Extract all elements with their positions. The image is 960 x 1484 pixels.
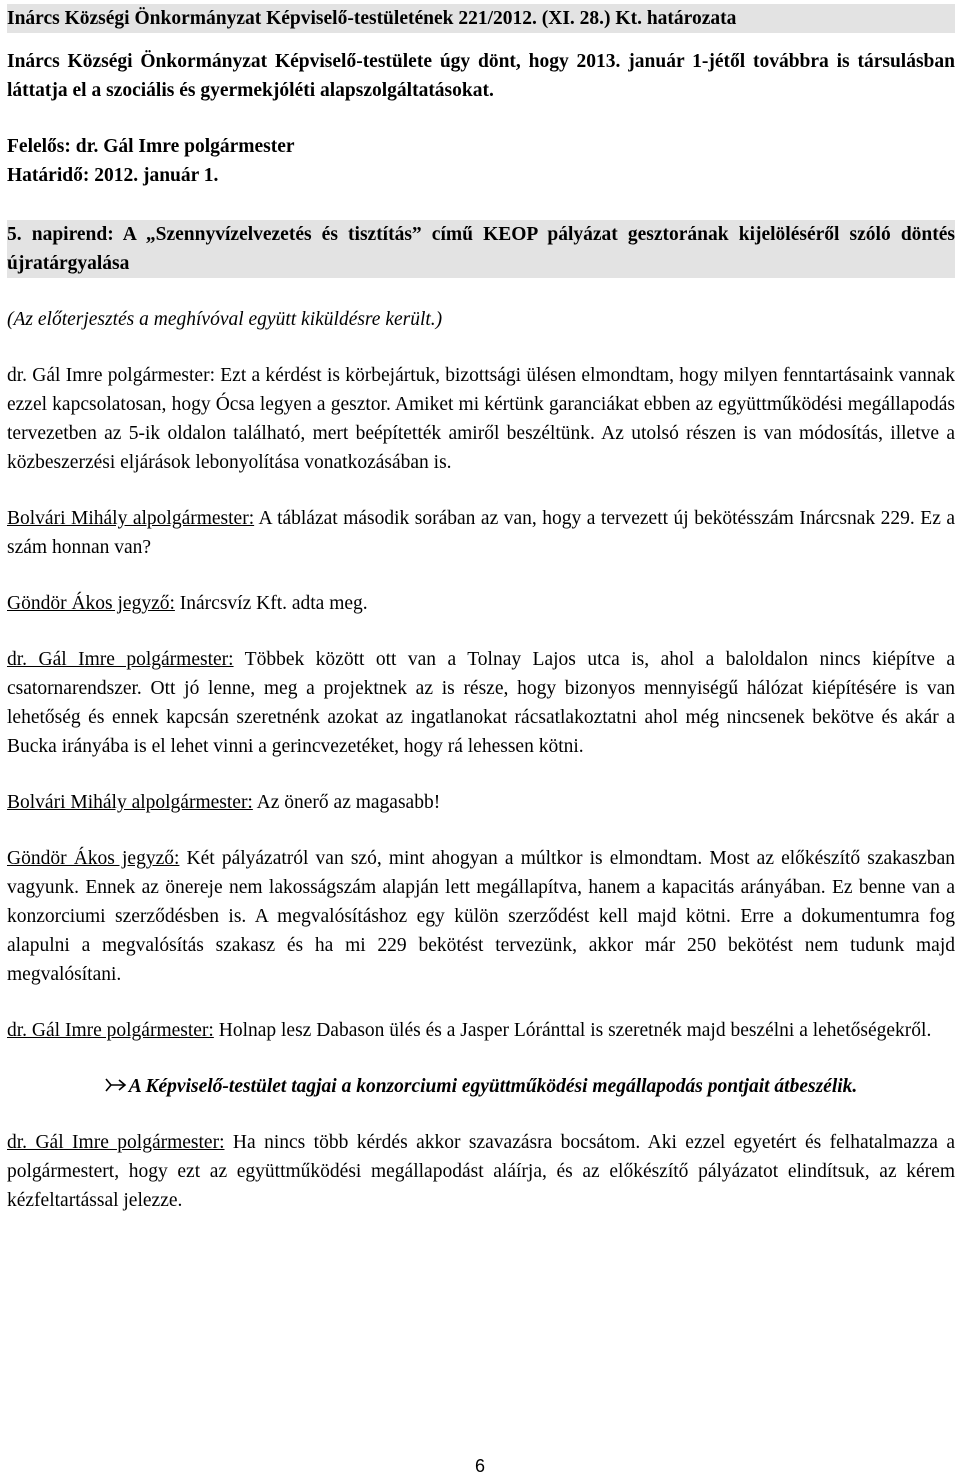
speech-3 bbox=[7, 589, 955, 618]
discussion-note bbox=[7, 1072, 955, 1101]
speech-5 bbox=[7, 788, 955, 817]
speech-1 bbox=[7, 361, 955, 477]
speaker-name: Bolvári Mihály alpolgármester: bbox=[7, 508, 255, 529]
agenda-note: (Az előterjesztés a meghívóval együtt kiküldésre került.) bbox=[7, 309, 443, 330]
document-page bbox=[7, 4, 955, 1215]
speech-text: A táblázat második sorában az van, hogy a tervezett új bekötésszám Inárcsnak 229. Ez a szám honnan van? bbox=[7, 508, 956, 558]
speech-2 bbox=[7, 504, 955, 562]
speech-text: Két pályázatról van szó, mint ahogyan a múltkor is elmondtam. Most az előkészítő szakaszban vagyunk. Ennek az önereje nem lakosságszám alapján lett megállapítva, hanem a kapacitás arányában. Ez benne van a konzorciumi szerződésben is. A megvalósításhoz egy külön szerződést kell majd kötni. Erre a dokumentumra fog alapulni a megvalósítás szakasz és ha mi 229 bekötést tervezünk, akkor már 250 bekötést nem tudunk majd megvalósítani. bbox=[7, 848, 955, 985]
speaker-name: dr. Gál Imre polgármester: bbox=[7, 1020, 214, 1041]
speech-4 bbox=[7, 645, 955, 761]
speech-text: Holnap lesz Dabason ülés és a Jasper Lóránttal is szeretnék majd beszélni a lehetőségekről. bbox=[213, 1020, 932, 1041]
resolution-deadline: Határidő: 2012. január 1. bbox=[7, 165, 219, 186]
hand-pointing-icon bbox=[105, 1072, 127, 1101]
speaker-name: dr. Gál Imre polgármester: bbox=[7, 649, 234, 670]
resolution-responsible: Felelős: dr. Gál Imre polgármester bbox=[7, 136, 295, 157]
speaker-name: dr. Gál Imre polgármester: bbox=[7, 365, 215, 386]
speech-text: Ezt a kérdést is körbejártuk, bizottsági ülésen elmondtam, hogy milyen fenntartásaink vannak ezzel kapcsolatosan, hogy Ócsa legyen a gesztor. Amiket mi kértünk garanciákat ebben az együttműködési megállapodás tervezetben az 5-ik oldalon található, mert beépítették amiről beszéltünk. Az utolsó részen is van módosítás, illetve a közbeszerzési eljárások lebonyolítása vonatkozásában is. bbox=[7, 365, 955, 473]
speech-text: Inárcsvíz Kft. adta meg. bbox=[174, 593, 368, 614]
speaker-name: Göndör Ákos jegyző: bbox=[7, 848, 180, 869]
speaker-name: Göndör Ákos jegyző: bbox=[7, 593, 175, 614]
speech-7 bbox=[7, 1016, 955, 1045]
discussion-note-text: A Képviselő-testület tagjai a konzorciumi együttműködési megállapodás pontjait átbeszélik. bbox=[128, 1076, 858, 1097]
speech-6 bbox=[7, 844, 955, 989]
speech-text: Az önerő az magasabb! bbox=[252, 792, 441, 813]
resolution-text: Inárcs Községi Önkormányzat Képviselő-testülete úgy dönt, hogy 2013. január 1-jétől továbbra is társulásban láttatja el a szociális és gyermekjóléti alapszolgáltatásokat. bbox=[7, 51, 955, 101]
speech-text: Ha nincs több kérdés akkor szavazásra bocsátom. Aki ezzel egyetért és felhatalmazza a polgármestert, hogy ezt az együttműködési megállapodást aláírja, és az előkészítő pályázatot elindítsuk, az kérem kézfeltartással jelezze. bbox=[7, 1132, 955, 1211]
speaker-name: Bolvári Mihály alpolgármester: bbox=[7, 792, 253, 813]
resolution-title: Inárcs Községi Önkormányzat Képviselő-testületének 221/2012. (XI. 28.) Kt. határozata bbox=[7, 4, 955, 33]
final-speech bbox=[7, 1128, 955, 1215]
page-number: 6 bbox=[474, 1456, 485, 1476]
agenda-title: 5. napirend: A „Szennyvízelvezetés és tisztítás” című KEOP pályázat gesztorának kijelöléséről szóló döntés újratárgyalása bbox=[7, 220, 955, 278]
speaker-name: dr. Gál Imre polgármester: bbox=[7, 1132, 225, 1153]
speech-text: Többek között ott van a Tolnay Lajos utca is, ahol a baloldalon nincs kiépítve a csatornarendszer. Ott jó lenne, meg a projektnek az is része, hogy bizonyos mennyiségű hálózat kiépítésére is van lehetőség és ennek kapcsán szeretnénk azokat az ingatlanokat rácsatlakoztatni ahol még nincsenek bekötve és akár a Bucka irányába is el lehet vinni a gerincvezetéket, hogy rá lehessen kötni. bbox=[7, 649, 955, 757]
